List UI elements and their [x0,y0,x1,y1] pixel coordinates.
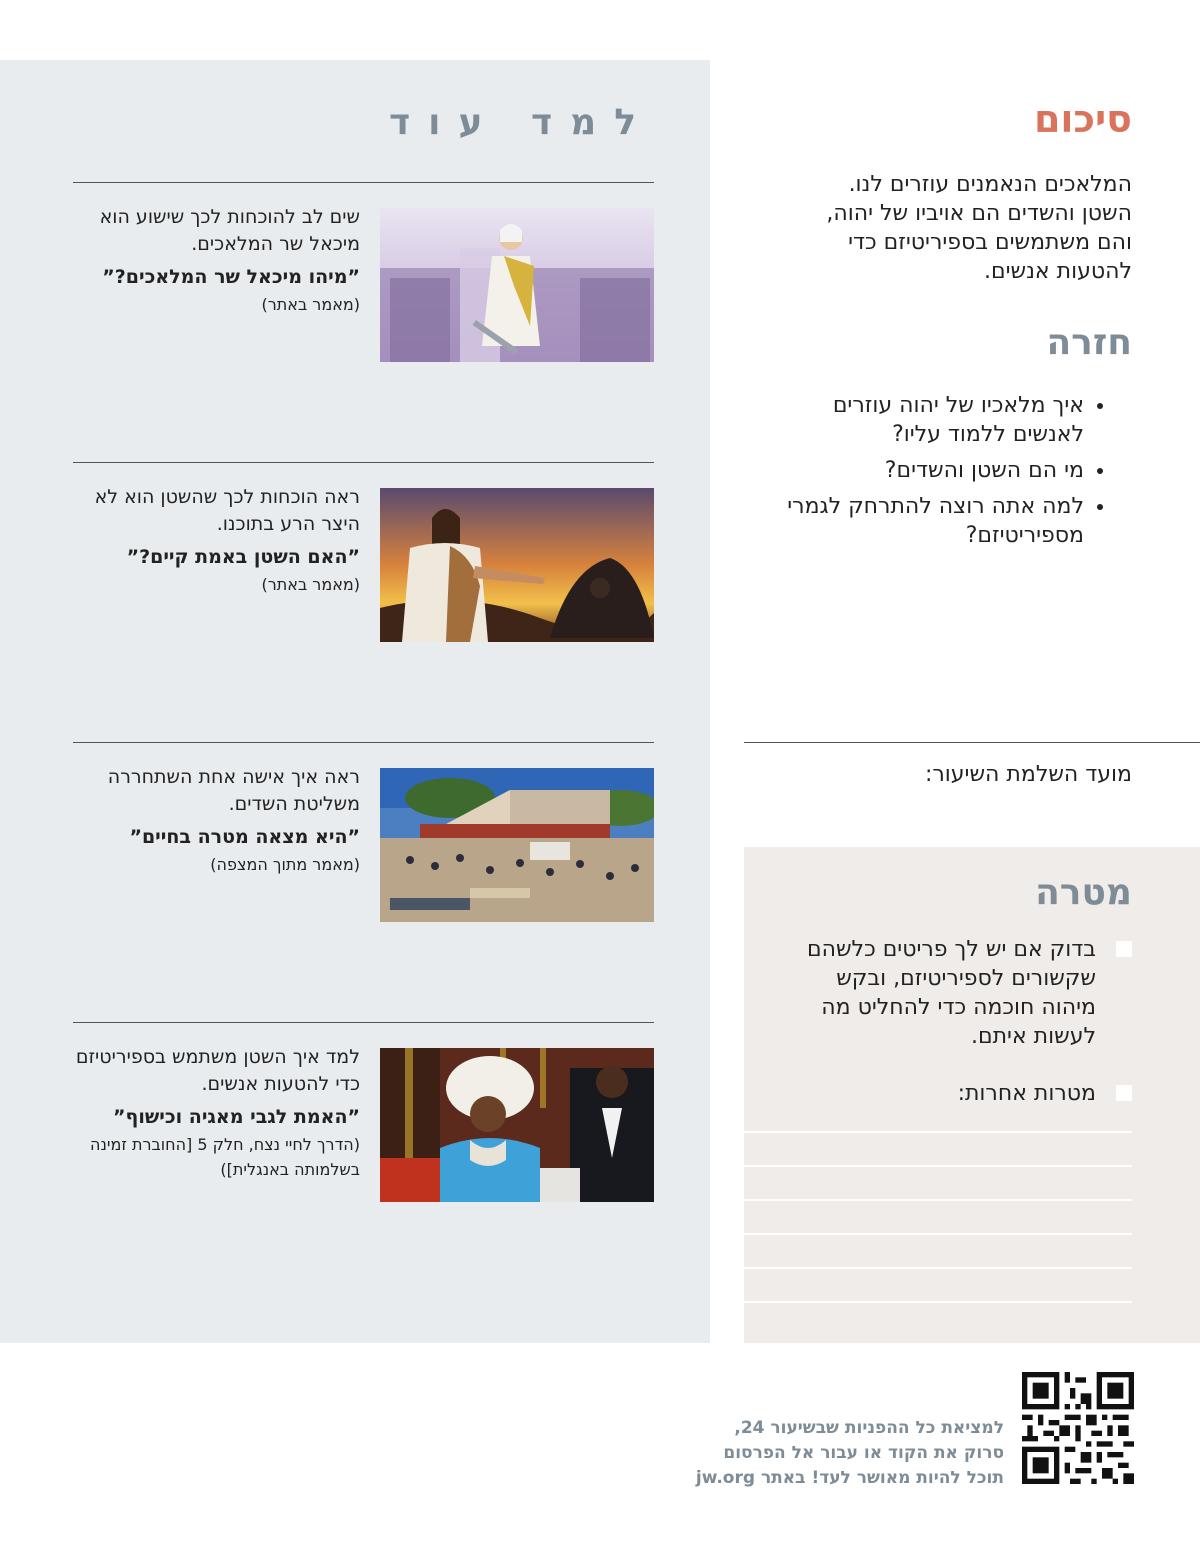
footer-text [696,1416,1004,1491]
learn-item-text [70,1044,360,1182]
learn-item-image-satan[interactable] [380,488,654,642]
goal-title: מטרה [1035,872,1132,913]
goal-item [780,1079,1132,1108]
writing-line[interactable] [744,1267,1132,1269]
divider [73,742,654,743]
goal-item-text: מטרות אחרות: [957,1081,1096,1106]
writing-line[interactable] [744,1131,1132,1133]
divider [73,182,654,183]
learn-more-panel [0,60,710,1343]
goal-item-text: בדוק אם יש לך פריטים כלשהם שקשורים לספיריטיזם, ובקש מיהוה חוכמה כדי להחליט מה לעשות איתם. [807,937,1096,1049]
divider [73,1022,654,1023]
learn-item-image-visit[interactable] [380,1048,654,1202]
learn-more-title: למד עוד [388,102,654,143]
footer-line: סרוק את הקוד או עבור אל הפרסום [723,1443,1004,1463]
writing-line[interactable] [744,1199,1132,1201]
learn-item-description: למד איך השטן משתמש בספיריטיזם כדי להטעות אנשים. [75,1046,360,1095]
review-title: חזרה [1046,322,1132,363]
learn-item[interactable] [73,742,654,942]
learn-item-source: (מאמר באתר) [261,295,360,314]
learn-item-text [70,484,360,597]
summary-title: סיכום [1033,97,1132,141]
learn-item-text [70,764,360,877]
divider [744,742,1200,743]
writing-line[interactable] [744,1165,1132,1167]
review-question: • איך מלאכיו של יהוה עוזרים לאנשים ללמוד עליו? [784,391,1084,449]
goal-checkbox[interactable] [1116,1085,1132,1101]
learn-item-source: (הדרך לחיי נצח, חלק 5 [החוברת זמינה בשלמותה באנגלית]) [90,1135,360,1179]
learn-item[interactable] [73,1022,654,1222]
writing-line[interactable] [744,1233,1132,1235]
learn-item-source: (מאמר באתר) [261,575,360,594]
footer-line: למציאת כל ההפניות שבשיעור 24, [734,1418,1004,1438]
learn-item-text [70,204,360,317]
review-question: • למה אתה רוצה להתרחק לגמרי מספיריטיזם? [784,492,1084,550]
learn-item-link[interactable]: ”האם השטן באמת קיים?” [126,546,360,568]
goal-checkbox[interactable] [1116,941,1132,957]
qr-code-icon[interactable] [1022,1372,1134,1484]
learn-item-image-archangel[interactable] [380,208,654,362]
goal-panel [744,847,1200,1343]
learn-item[interactable] [73,462,654,662]
footer-line: תוכל להיות מאושר לעד! באתר jw.org [695,1468,1004,1488]
learn-item-description: ראה הוכחות לכך שהשטן הוא לא היצר הרע בתוכנו. [94,486,360,535]
review-question: • מי הם השטן והשדים? [784,456,1084,485]
learn-item[interactable] [73,182,654,382]
learn-item-description: ראה איך אישה אחת השתחררה משליטת השדים. [107,766,360,815]
learn-item-description: שים לב להוכחות לכך שישוע הוא מיכאל שר המלאכים. [99,206,360,255]
review-list [784,391,1122,557]
learn-item-link[interactable]: ”האמת לגבי מאגיה וכישוף” [113,1106,360,1128]
goal-item [780,935,1132,1051]
learn-item-image-construction[interactable] [380,768,654,922]
writing-line[interactable] [744,1301,1132,1303]
summary-text: המלאכים הנאמנים עוזרים לנו. השטן והשדים הם אויביו של יהוה, והם משתמשים בספיריטיזם כדי להטעות אנשים. [826,172,1132,284]
learn-item-link[interactable]: ”מיהו מיכאל שר המלאכים?” [102,266,360,288]
learn-item-link[interactable]: ”היא מצאה מטרה בחיים” [129,826,360,848]
completion-date-label: מועד השלמת השיעור: [924,762,1132,787]
learn-item-source: (מאמר מתוך המצפה) [210,855,360,874]
divider [73,462,654,463]
